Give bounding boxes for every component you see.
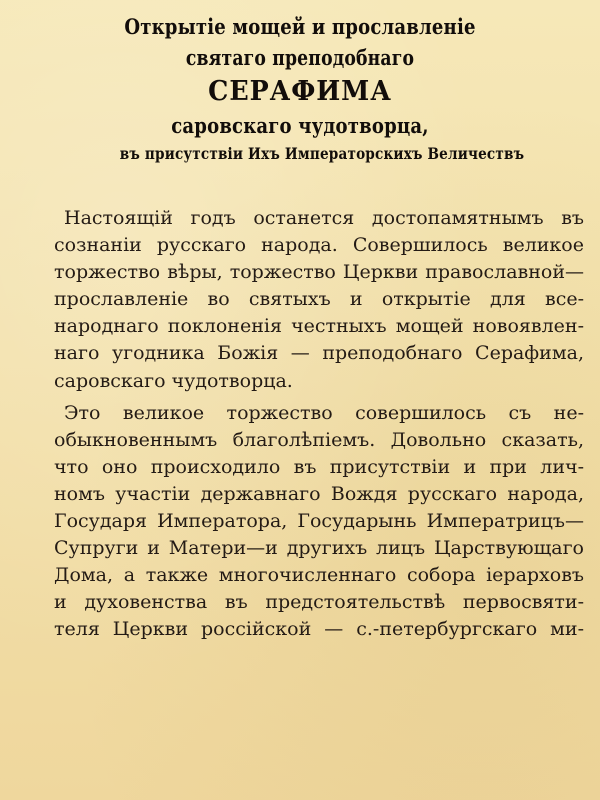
paragraph-2 xyxy=(54,400,584,644)
body-text xyxy=(54,205,584,644)
body-line: саровскаго чудотворца. xyxy=(54,369,293,392)
body-line: номъ участіи державнаго Вождя русскаго народа, xyxy=(54,482,584,505)
body-line: Настоящій годъ останется достопамятнымъ въ xyxy=(64,207,584,229)
title-block xyxy=(0,16,600,162)
body-line: наго угодника Божія — преподобнаго Серафима, xyxy=(54,342,584,365)
title-subtitle-line: въ присутствіи Ихъ Императорскихъ Величествъ xyxy=(119,144,525,163)
body-line: Это великое торжество совершилось съ не- xyxy=(64,401,584,424)
body-line: народнаго поклоненія честныхъ мощей новоявлен- xyxy=(54,315,584,338)
body-line: теля Церкви россійской — с.-петербургскаго ми- xyxy=(54,618,584,641)
title-line-4: саровскаго чудотворца, xyxy=(171,113,429,138)
body-line: сознаніи русскаго народа. Совершилось великое xyxy=(54,234,584,257)
body-line: и духовенства въ предстоятельствѣ первосвяти- xyxy=(54,591,584,614)
body-line: прославленіе во святыхъ и открытіе для все- xyxy=(54,288,584,311)
title-name-line: СЕРАФИМА xyxy=(208,76,392,107)
title-line-1: Открытіе мощей и прославленіе xyxy=(124,14,476,39)
body-line: Дома, а также многочисленнаго собора іерарховъ xyxy=(54,564,584,587)
paragraph-1 xyxy=(54,205,584,395)
body-line: Государя Императора, Государынь Императрицъ— xyxy=(54,510,584,533)
body-line: Супруги и Матери—и другихъ лицъ Царствующаго xyxy=(54,537,584,560)
body-line: обыкновеннымъ благолѣпіемъ. Довольно сказать, xyxy=(54,428,584,451)
body-line: что оно происходило въ присутствіи и при лич- xyxy=(54,455,584,478)
title-line-2: святаго преподобнаго xyxy=(185,45,415,70)
body-line: торжество вѣры, торжество Церкви православной— xyxy=(54,261,584,284)
